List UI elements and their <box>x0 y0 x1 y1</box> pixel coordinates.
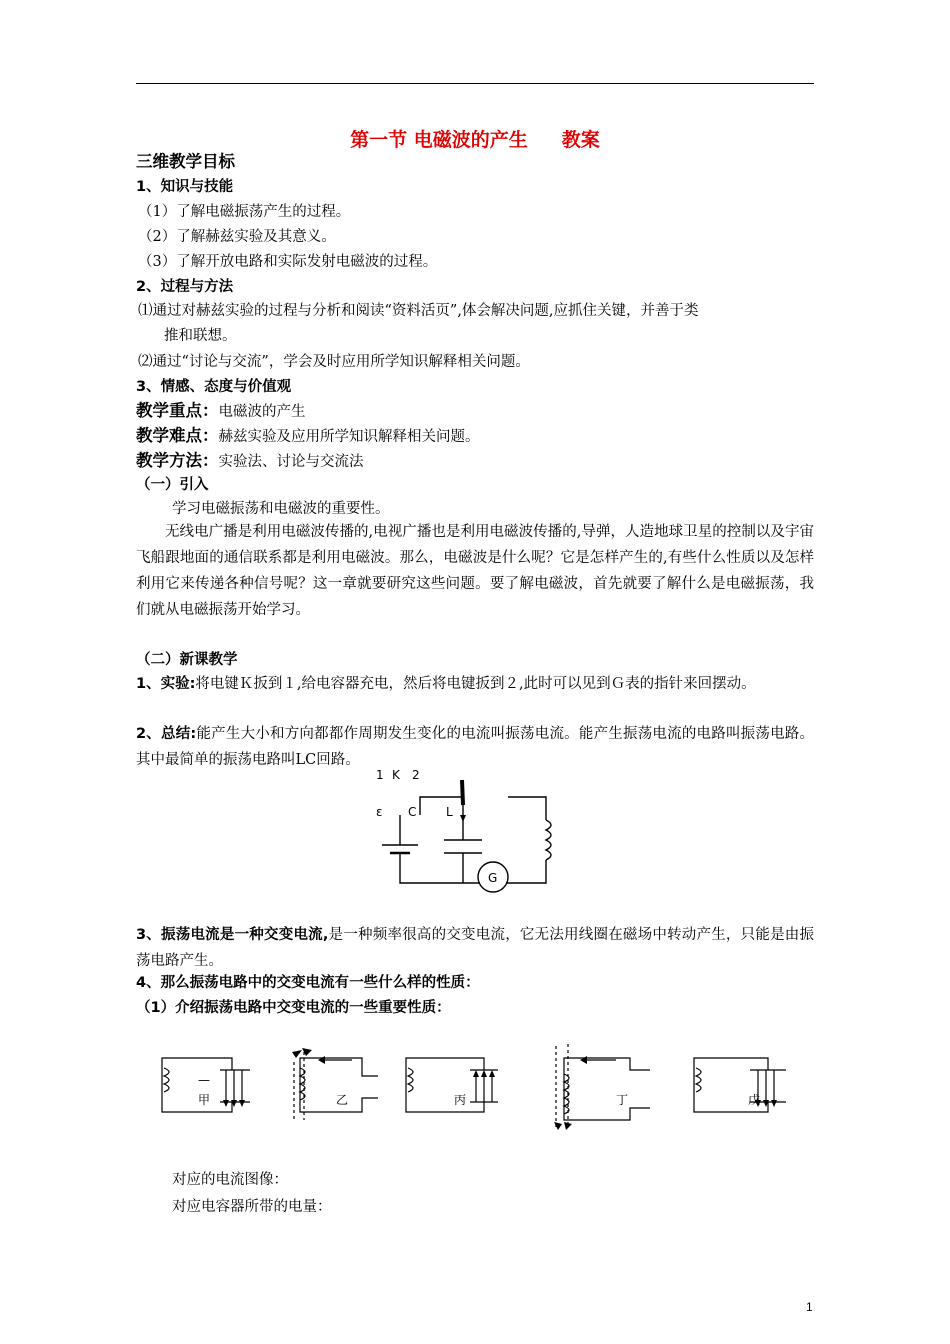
stage-1-frame <box>162 1058 180 1112</box>
item-3-text: 3、振荡电流是一种交变电流,是一种频率很高的交变电流，它无法用线圈在磁场中转动产生，只能是由振荡电路产生。 <box>136 927 814 969</box>
stage-3-arrow-1 <box>473 1070 479 1077</box>
new-lesson-heading: （二）新课教学 <box>136 652 238 668</box>
inductor-coil <box>546 820 551 860</box>
stage-3-coil <box>408 1068 413 1092</box>
stage-5-label: 戊 <box>748 1093 761 1107</box>
intro-heading: （一）引入 <box>136 477 209 493</box>
item-4-subheading: （1）介绍振荡电路中交变电流的一些重要性质： <box>136 1000 451 1016</box>
stage-4-bottom-wire <box>574 1108 650 1120</box>
bottom-wire <box>400 853 480 883</box>
charge-text: 对应电容器所带的电量： <box>172 1199 332 1215</box>
capacitor-label: C <box>408 805 417 819</box>
stage-4-field-arrow-1 <box>554 1122 562 1130</box>
s1-item-1: （1）了解电磁振荡产生的过程。 <box>138 204 351 220</box>
lc-circuit-diagram <box>360 760 590 895</box>
intro-paragraph-1: 学习电磁振荡和电磁波的重要性。 <box>172 501 390 517</box>
goals-heading: 三维教学目标 <box>136 152 235 171</box>
stage-4-field-lines <box>556 1044 568 1128</box>
galvanometer-label: G <box>488 871 498 885</box>
current-graph-text: 对应的电流图像： <box>172 1172 288 1188</box>
stage-4-current-arrow <box>580 1056 587 1064</box>
stage-diagram-4 <box>544 1040 664 1130</box>
s1-item-3: （3）了解开放电路和实际发射电磁波的过程。 <box>138 254 438 270</box>
experiment-text: 1、实验:将电键Ｋ扳到１,给电容器充电，然后将电键扳到２,此时可以见到Ｇ表的指针来回摆动。 <box>136 676 756 692</box>
s2-item-1-line-2: 推和联想。 <box>164 328 237 344</box>
switch-blade <box>462 780 463 805</box>
stage-1-minus: — <box>198 1073 210 1087</box>
stage-1-arrow-1 <box>223 1100 229 1107</box>
stage-5-top-wire <box>712 1058 768 1070</box>
left-wire <box>420 797 463 815</box>
stage-3-field-lines <box>476 1076 492 1102</box>
stage-3-frame <box>406 1058 424 1112</box>
stage-2-current-arrow <box>318 1056 325 1064</box>
stage-4-field-arrow-2 <box>564 1122 572 1130</box>
right-return-wire <box>506 860 546 883</box>
stage-3-arrow-2 <box>481 1070 487 1077</box>
difficulty: 教学难点：赫兹实验及应用所学知识解释相关问题。 <box>136 426 480 445</box>
switch-label-1: 1 <box>376 768 384 782</box>
stage-diagram-5 <box>690 1040 790 1120</box>
stage-3-label: 丙 <box>454 1093 467 1107</box>
stage-diagram-2 <box>288 1040 388 1120</box>
stage-2-label: 乙 <box>336 1093 349 1107</box>
switch-label-2: 2 <box>412 768 420 782</box>
s2-item-2: ⑵通过“讨论与交流”，学会及时应用所学知识解释相关问题。 <box>138 354 530 370</box>
stage-3-top-wire <box>424 1058 484 1070</box>
switch-label-k: K <box>392 768 400 782</box>
stage-1-coil <box>164 1068 169 1092</box>
right-wire <box>508 797 546 820</box>
intro-paragraph-2: 无线电广播是利用电磁波传播的,电视广播也是利用电磁波传播的,导弹，人造地球卫星的控制以及宇宙飞船跟地面的通信联系都是利用电磁波。那么，电磁波是什么呢？它是怎样产生的,有些什么性质以及怎样利用它来传递各种信号呢？这一章就要研究这些问题。要了解电磁波，首先就要了解什么是电磁振荡，我们就从电磁振荡开始学习。 <box>136 524 814 618</box>
switch-contact <box>460 815 466 822</box>
section-2-heading: 2、过程与方法 <box>136 279 234 295</box>
stage-5-field-lines <box>758 1070 774 1100</box>
emf-label: ε <box>376 805 383 819</box>
stage-diagram-1 <box>158 1040 258 1120</box>
page-number: 1 <box>806 1300 813 1314</box>
stage-5-coil <box>696 1068 701 1092</box>
stage-5-frame <box>694 1058 712 1112</box>
section-1-heading: 1、知识与技能 <box>136 179 234 195</box>
inductor-label: L <box>446 805 453 819</box>
stage-5-arrow-3 <box>771 1100 777 1107</box>
header-rule <box>136 83 814 84</box>
stage-3-arrow-3 <box>489 1070 495 1077</box>
stage-4-label: 丁 <box>616 1093 629 1107</box>
stage-diagram-3 <box>402 1040 502 1120</box>
stage-1-label: 甲 <box>198 1093 211 1107</box>
s2-item-1-line-1: ⑴通过对赫兹实验的过程与分析和阅读“资料活页”,体会解决问题,应抓住关键，并善于类 <box>138 303 699 319</box>
key-point: 教学重点：电磁波的产生 <box>136 401 306 420</box>
stage-1-field-lines <box>226 1070 242 1100</box>
stage-2-field-arrow-1 <box>292 1050 302 1058</box>
item-4-heading: 4、那么振荡电路中的交变电流有一些什么样的性质： <box>136 975 480 991</box>
stage-1-arrow-3 <box>239 1100 245 1107</box>
s1-item-2: （2）了解赫兹实验及其意义。 <box>138 229 336 245</box>
page-title: 第一节 电磁波的产生 教案 <box>350 129 600 151</box>
summary-text: 2、总结:能产生大小和方向都都作周期发生变化的电流叫振荡电流。能产生振荡电流的电路叫振荡电路。其中最简单的振荡电路叫LC回路。 <box>136 726 815 768</box>
stage-1-top-wire <box>180 1058 232 1070</box>
teaching-method: 教学方法：实验法、讨论与交流法 <box>136 451 364 470</box>
section-3-heading: 3、情感、态度与价值观 <box>136 379 292 395</box>
